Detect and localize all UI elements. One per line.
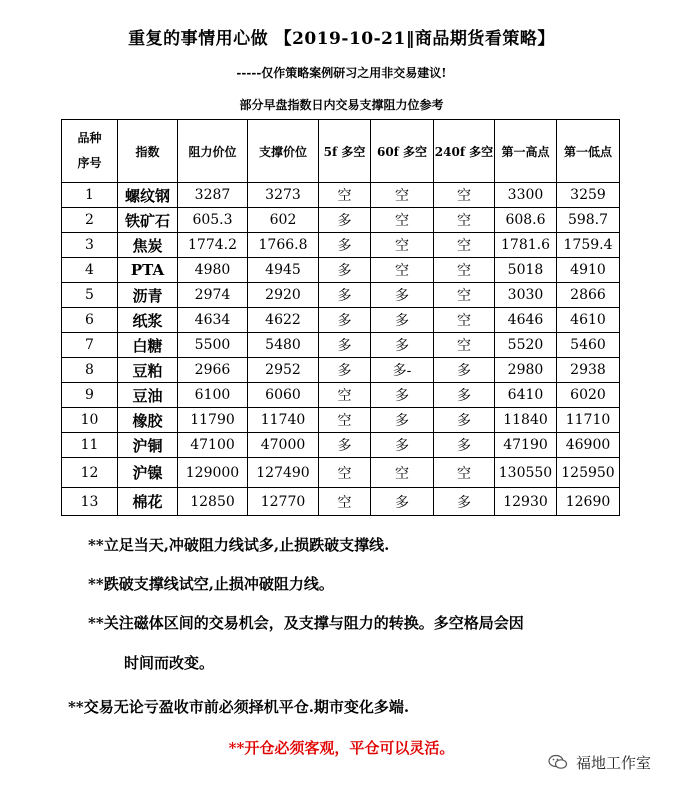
cell-seq: 13 — [62, 488, 118, 516]
cell-seq: 2 — [62, 208, 118, 233]
cell-high: 608.6 — [495, 208, 557, 233]
cell-f60: 空 — [371, 258, 434, 283]
cell-name: 螺纹钢 — [118, 183, 178, 208]
cell-f5: 空 — [319, 183, 371, 208]
cell-low: 12690 — [557, 488, 620, 516]
cell-name: 豆油 — [118, 383, 178, 408]
header-seq — [62, 120, 118, 183]
cell-seq: 8 — [62, 358, 118, 383]
cell-resistance: 5500 — [178, 333, 248, 358]
cell-support: 3273 — [248, 183, 319, 208]
page-title: 重复的事情用心做 【2019-10-21‖商品期货看策略】 — [128, 29, 555, 49]
header-60f: 60f 多空 — [371, 120, 434, 183]
cell-f5: 多 — [319, 333, 371, 358]
cell-f60: 多 — [371, 308, 434, 333]
cell-low: 125950 — [557, 458, 620, 488]
table-row — [62, 383, 620, 408]
cell-support: 127490 — [248, 458, 319, 488]
cell-low: 3259 — [557, 183, 620, 208]
cell-seq: 3 — [62, 233, 118, 258]
cell-f5: 多 — [319, 233, 371, 258]
cell-support: 6060 — [248, 383, 319, 408]
cell-f240: 空 — [434, 283, 495, 308]
cell-f60: 空 — [371, 208, 434, 233]
cell-name: 焦炭 — [118, 233, 178, 258]
cell-f5: 多 — [319, 283, 371, 308]
cell-f240: 空 — [434, 258, 495, 283]
cell-f240: 多 — [434, 488, 495, 516]
cell-high: 6410 — [495, 383, 557, 408]
cell-seq: 4 — [62, 258, 118, 283]
header-resistance: 阻力价位 — [178, 120, 248, 183]
cell-support: 12770 — [248, 488, 319, 516]
cell-f5: 空 — [319, 408, 371, 433]
cell-f60: 多 — [371, 408, 434, 433]
cell-f240: 空 — [434, 333, 495, 358]
table-row — [62, 458, 620, 488]
header-index: 指数 — [118, 120, 178, 183]
cell-resistance: 3287 — [178, 183, 248, 208]
cell-low: 4910 — [557, 258, 620, 283]
cell-resistance: 47100 — [178, 433, 248, 458]
cell-resistance: 12850 — [178, 488, 248, 516]
cell-support: 602 — [248, 208, 319, 233]
cell-seq: 7 — [62, 333, 118, 358]
cell-f5: 空 — [319, 383, 371, 408]
cell-f240: 多 — [434, 383, 495, 408]
cell-high: 5018 — [495, 258, 557, 283]
cell-low: 46900 — [557, 433, 620, 458]
cell-name: 沥青 — [118, 283, 178, 308]
table-row — [62, 433, 620, 458]
cell-high: 47190 — [495, 433, 557, 458]
note-range-opportunity-cont: 时间而改变。 — [124, 654, 215, 672]
cell-low: 1759.4 — [557, 233, 620, 258]
table-row — [62, 358, 620, 383]
table-row — [62, 258, 620, 283]
cell-low: 598.7 — [557, 208, 620, 233]
table-row — [62, 233, 620, 258]
cell-low: 4610 — [557, 308, 620, 333]
header-seq-line1: 品种 — [77, 131, 102, 145]
cell-f240: 空 — [434, 183, 495, 208]
cell-name: 沪铜 — [118, 433, 178, 458]
header-support: 支撑价位 — [248, 120, 319, 183]
header-seq-line2: 序号 — [77, 156, 102, 170]
cell-resistance: 6100 — [178, 383, 248, 408]
cell-f5: 多 — [319, 258, 371, 283]
cell-name: 白糖 — [118, 333, 178, 358]
note-breakout-long: **立足当天,冲破阻力线试多,止损跌破支撑线. — [88, 536, 390, 554]
disclaimer-subtitle: -----仅作策略案例研习之用非交易建议! — [236, 66, 447, 80]
cell-f60: 多 — [371, 433, 434, 458]
cell-high: 4646 — [495, 308, 557, 333]
cell-resistance: 605.3 — [178, 208, 248, 233]
note-breakdown-short: **跌破支撑线试空,止损冲破阻力线。 — [88, 575, 334, 593]
table-row — [62, 488, 620, 516]
cell-f60: 多 — [371, 383, 434, 408]
table-row — [62, 308, 620, 333]
cell-high: 3030 — [495, 283, 557, 308]
cell-f5: 多 — [319, 433, 371, 458]
cell-support: 4622 — [248, 308, 319, 333]
cell-f60: 多 — [371, 488, 434, 516]
cell-f60: 空 — [371, 233, 434, 258]
cell-support: 5480 — [248, 333, 319, 358]
cell-high: 130550 — [495, 458, 557, 488]
table-row — [62, 333, 620, 358]
cell-low: 11710 — [557, 408, 620, 433]
cell-f240: 多 — [434, 358, 495, 383]
note-close-before-market: **交易无论亏盈收市前必须择机平仓.期市变化多端. — [68, 698, 410, 716]
cell-name: 橡胶 — [118, 408, 178, 433]
cell-name: 铁矿石 — [118, 208, 178, 233]
cell-high: 12930 — [495, 488, 557, 516]
cell-low: 2866 — [557, 283, 620, 308]
cell-f240: 空 — [434, 233, 495, 258]
header-low: 第一低点 — [557, 120, 620, 183]
table-row — [62, 408, 620, 433]
wechat-icon — [548, 754, 568, 770]
cell-resistance: 129000 — [178, 458, 248, 488]
strategy-table — [61, 119, 620, 516]
table-row — [62, 208, 620, 233]
cell-name: 纸浆 — [118, 308, 178, 333]
header-240f: 240f 多空 — [434, 120, 495, 183]
cell-name: 豆粕 — [118, 358, 178, 383]
cell-seq: 6 — [62, 308, 118, 333]
cell-f5: 多 — [319, 308, 371, 333]
cell-seq: 12 — [62, 458, 118, 488]
cell-name: PTA — [118, 258, 178, 283]
cell-name: 棉花 — [118, 488, 178, 516]
cell-low: 5460 — [557, 333, 620, 358]
cell-f60: 多- — [371, 358, 434, 383]
cell-high: 5520 — [495, 333, 557, 358]
cell-resistance: 4980 — [178, 258, 248, 283]
cell-f60: 空 — [371, 183, 434, 208]
cell-resistance: 4634 — [178, 308, 248, 333]
cell-f60: 多 — [371, 333, 434, 358]
cell-resistance: 2966 — [178, 358, 248, 383]
cell-support: 2920 — [248, 283, 319, 308]
cell-seq: 10 — [62, 408, 118, 433]
table-header-row — [62, 120, 620, 183]
cell-seq: 5 — [62, 283, 118, 308]
cell-f240: 多 — [434, 408, 495, 433]
cell-support: 11740 — [248, 408, 319, 433]
cell-f240: 空 — [434, 208, 495, 233]
cell-seq: 1 — [62, 183, 118, 208]
cell-seq: 9 — [62, 383, 118, 408]
table-caption: 部分早盘指数日内交易支撑阻力位参考 — [239, 98, 444, 112]
watermark-text: 福地工作室 — [576, 754, 652, 772]
cell-high: 11840 — [495, 408, 557, 433]
table-row — [62, 283, 620, 308]
note-objective-open: **开仓必须客观，平仓可以灵活。 — [228, 739, 455, 757]
header-5f: 5f 多空 — [319, 120, 371, 183]
cell-resistance: 1774.2 — [178, 233, 248, 258]
cell-name: 沪镍 — [118, 458, 178, 488]
cell-support: 2952 — [248, 358, 319, 383]
cell-low: 2938 — [557, 358, 620, 383]
cell-f5: 空 — [319, 488, 371, 516]
table-row — [62, 183, 620, 208]
cell-support: 1766.8 — [248, 233, 319, 258]
cell-f5: 多 — [319, 208, 371, 233]
cell-resistance: 11790 — [178, 408, 248, 433]
cell-f60: 空 — [371, 458, 434, 488]
cell-high: 1781.6 — [495, 233, 557, 258]
cell-low: 6020 — [557, 383, 620, 408]
cell-resistance: 2974 — [178, 283, 248, 308]
cell-f5: 多 — [319, 358, 371, 383]
cell-f240: 空 — [434, 458, 495, 488]
note-range-opportunity: **关注磁体区间的交易机会，及支撑与阻力的转换。多空格局会因 — [88, 614, 524, 632]
cell-f60: 多 — [371, 283, 434, 308]
cell-f240: 空 — [434, 308, 495, 333]
cell-high: 3300 — [495, 183, 557, 208]
cell-high: 2980 — [495, 358, 557, 383]
cell-support: 47000 — [248, 433, 319, 458]
header-high: 第一高点 — [495, 120, 557, 183]
cell-f5: 空 — [319, 458, 371, 488]
cell-support: 4945 — [248, 258, 319, 283]
cell-f240: 多 — [434, 433, 495, 458]
cell-seq: 11 — [62, 433, 118, 458]
